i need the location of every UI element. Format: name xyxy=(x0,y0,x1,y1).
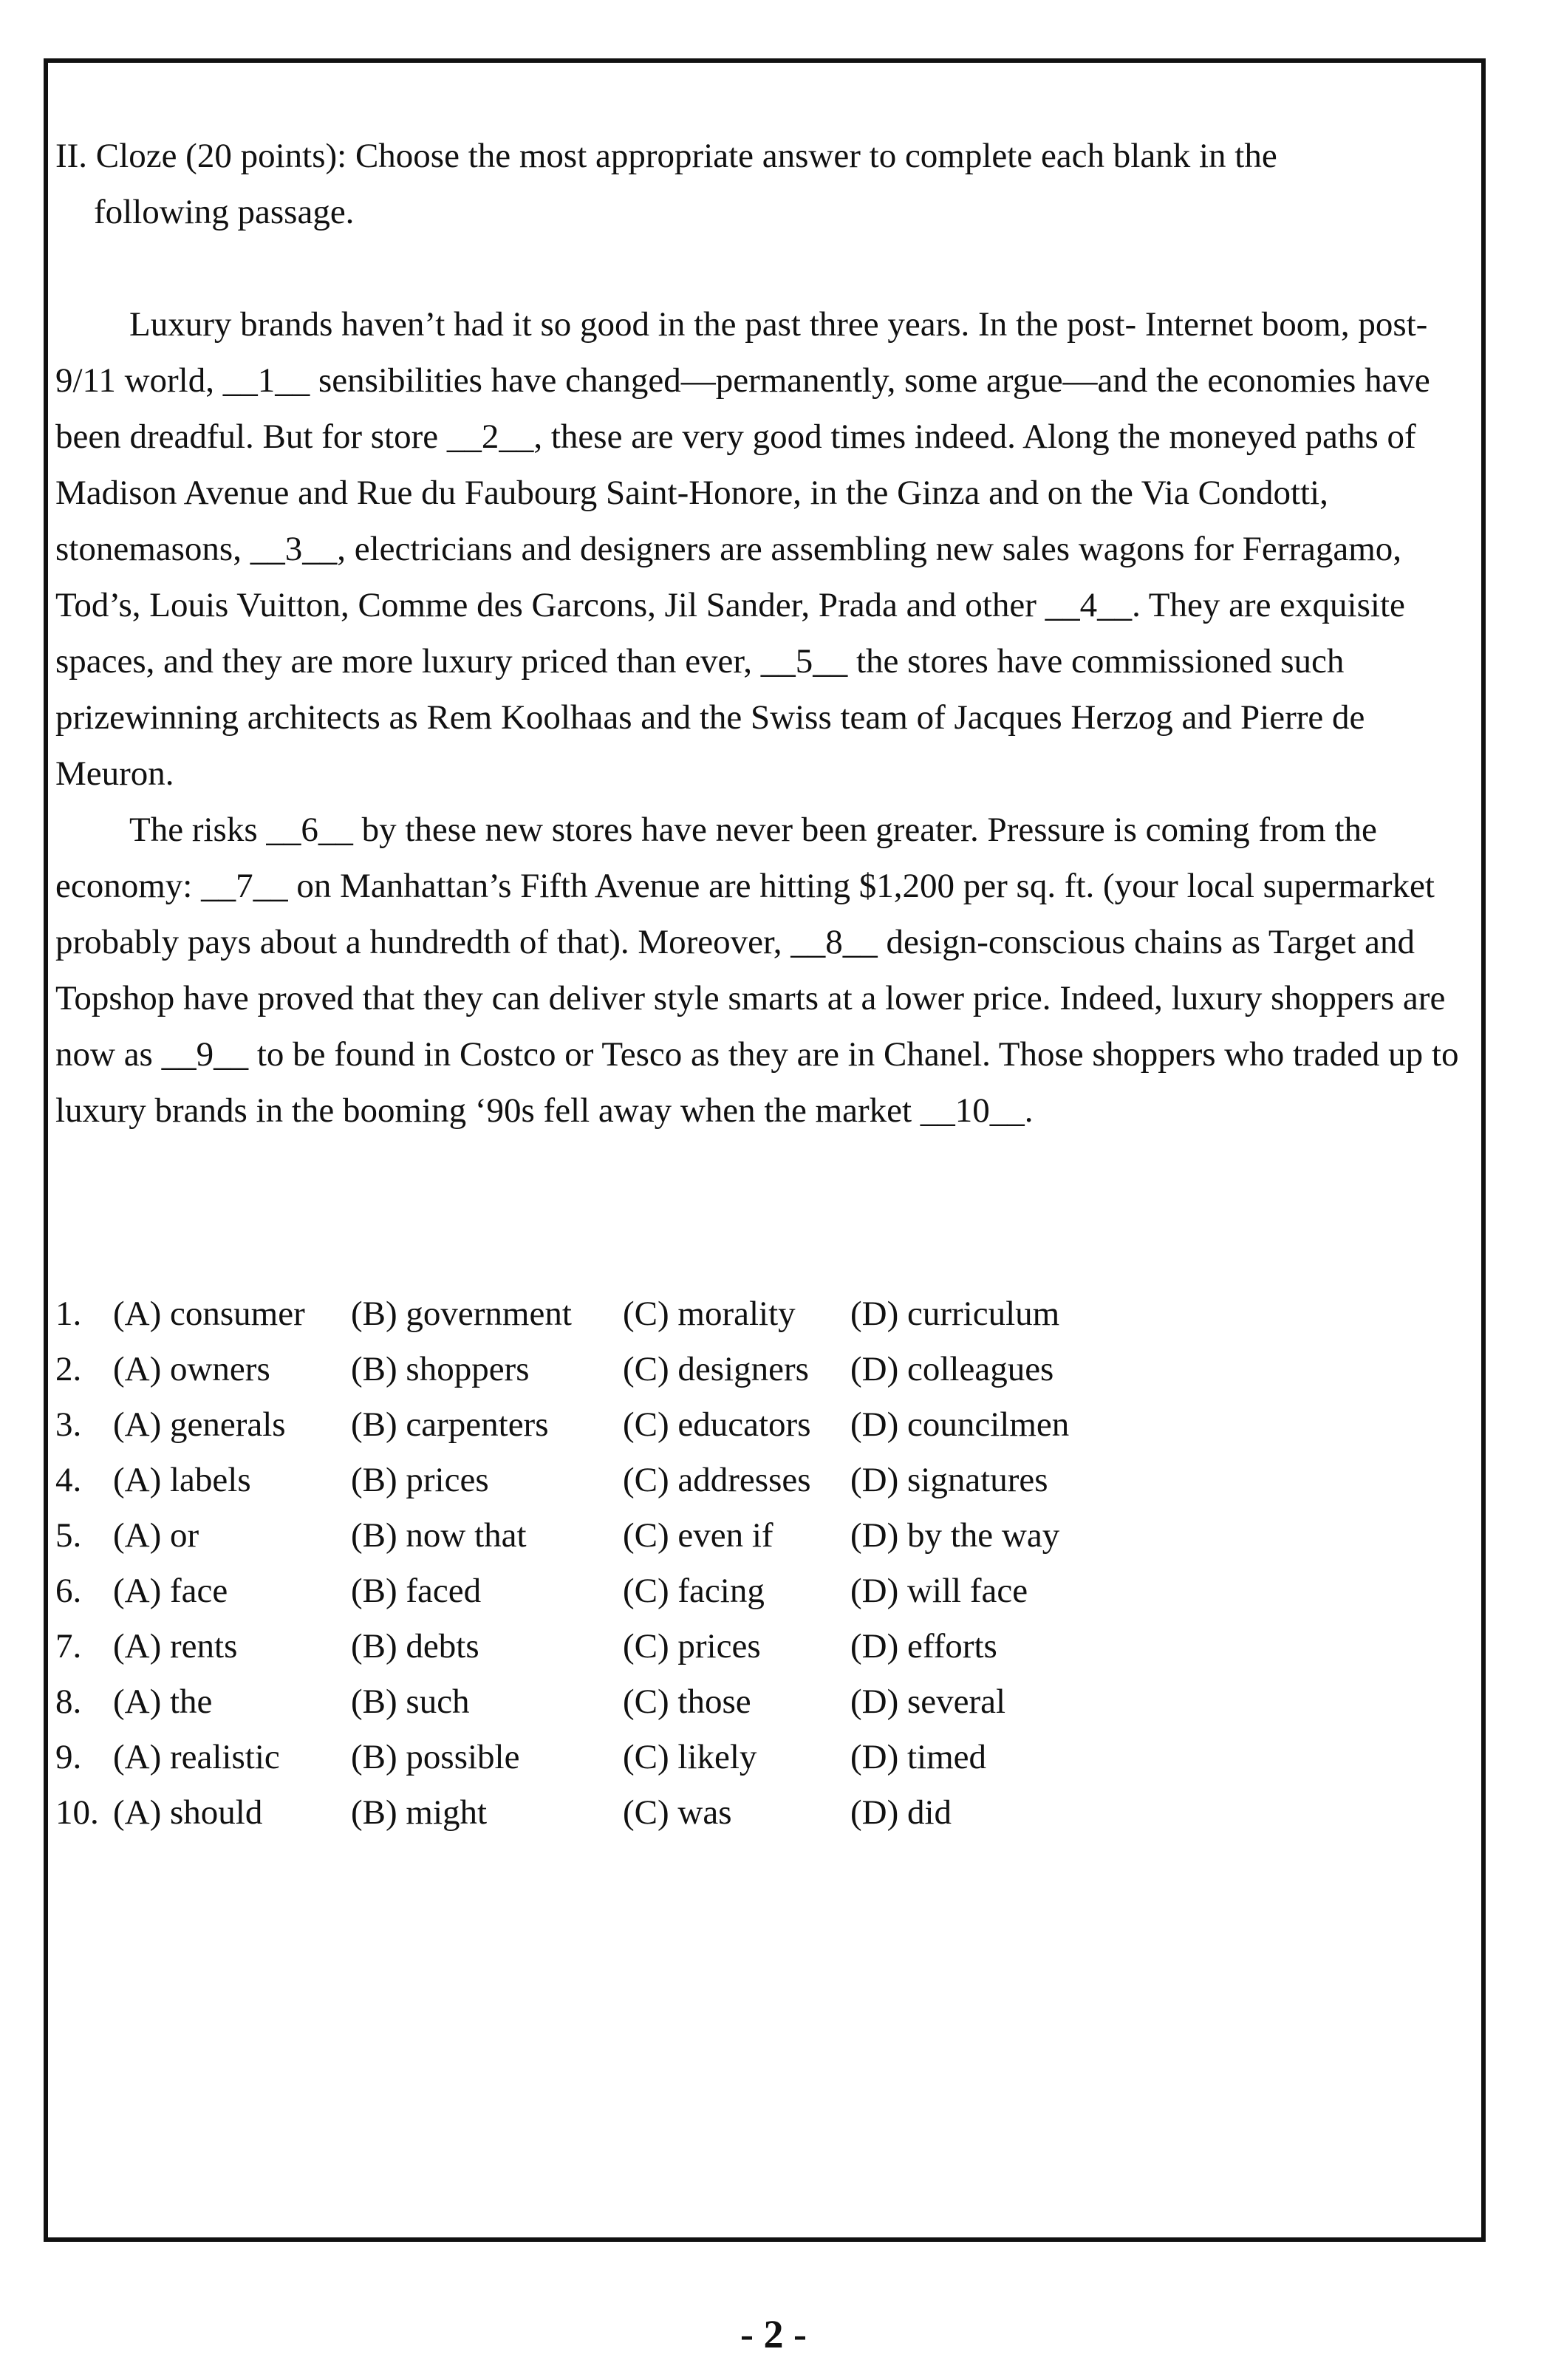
question-number: 2. xyxy=(55,1350,82,1388)
option-c: (C) educators xyxy=(623,1405,811,1444)
option-c: (C) likely xyxy=(623,1738,757,1776)
question-number: 1. xyxy=(55,1295,82,1333)
question-number: 9. xyxy=(55,1738,82,1776)
page-number: - 2 - xyxy=(740,2312,807,2356)
option-a: (A) rents xyxy=(113,1627,238,1665)
option-a: (A) generals xyxy=(113,1405,286,1444)
section-instruction-continued: following passage. xyxy=(94,193,355,231)
option-c: (C) was xyxy=(623,1793,732,1832)
option-d: (D) curriculum xyxy=(850,1295,1060,1333)
option-b: (B) faced xyxy=(351,1572,482,1610)
option-b: (B) debts xyxy=(351,1627,479,1665)
option-a: (A) labels xyxy=(113,1461,251,1499)
option-d: (D) efforts xyxy=(850,1627,997,1665)
option-b: (B) government xyxy=(351,1295,572,1333)
option-d: (D) colleagues xyxy=(850,1350,1054,1388)
option-d: (D) councilmen xyxy=(850,1405,1070,1444)
option-d: (D) signatures xyxy=(850,1461,1048,1499)
passage-paragraph-1: Luxury brands haven’t had it so good in the past three years. In the post- Internet boom, post-9/11 world, __1__ sensibilities have changed—permanently, some argue—and the economies have been dreadful. But for store __2__, these are very good times indeed. Along the moneyed paths of Madison Avenue and Rue du Faubourg Saint-Honore, in the Ginza and on the Via Condotti, stonemasons, __3__, electricians and designers are assembling new sales wagons for Ferragamo, Tod’s, Louis Vuitton, Comme des Garcons, Jil Sander, Prada and other __4__. They are exquisite spaces, and they are more luxury priced than ever, __5__ the stores have commissioned such prizewinning architects as Rem Koolhaas and the Swiss team of Jacques Herzog and Pierre de Meuron. xyxy=(55,305,1430,793)
passage-paragraph-2: The risks __6__ by these new stores have never been greater. Pressure is coming from the economy: __7__ on Manhattan’s Fifth Avenue are hitting $1,200 per sq. ft. (your local supermarket probably pays about a hundredth of that). Moreover, __8__ design-conscious chains as Target and Topshop have proved that they can deliver style smarts at a lower price. Indeed, luxury shoppers are now as __9__ to be found in Costco or Tesco as they are in Chanel. Those shoppers who traded up to luxury brands in the booming ‘90s fell away when the market __10__. xyxy=(55,811,1459,1130)
option-a: (A) should xyxy=(113,1793,263,1832)
option-a: (A) realistic xyxy=(113,1738,280,1776)
question-number: 10. xyxy=(55,1793,99,1832)
question-number: 8. xyxy=(55,1682,82,1721)
option-b: (B) such xyxy=(351,1682,470,1721)
exam-frame xyxy=(44,58,1486,2242)
option-b: (B) now that xyxy=(351,1516,527,1555)
option-d: (D) by the way xyxy=(850,1516,1060,1555)
option-b: (B) carpenters xyxy=(351,1405,549,1444)
question-number: 5. xyxy=(55,1516,82,1555)
option-c: (C) those xyxy=(623,1682,751,1721)
option-c: (C) facing xyxy=(623,1572,765,1610)
option-a: (A) face xyxy=(113,1572,228,1610)
option-b: (B) might xyxy=(351,1793,488,1832)
option-d: (D) timed xyxy=(850,1738,987,1776)
option-a: (A) consumer xyxy=(113,1295,305,1333)
option-b: (B) shoppers xyxy=(351,1350,530,1388)
option-c: (C) morality xyxy=(623,1295,796,1333)
question-number: 4. xyxy=(55,1461,82,1499)
question-number: 6. xyxy=(55,1572,82,1610)
option-a: (A) the xyxy=(113,1682,213,1721)
option-b: (B) prices xyxy=(351,1461,489,1499)
option-c: (C) designers xyxy=(623,1350,809,1388)
option-c: (C) even if xyxy=(623,1516,774,1555)
option-c: (C) prices xyxy=(623,1627,761,1665)
section-instruction: II. Cloze (20 points): Choose the most appropriate answer to complete each blank in the xyxy=(55,137,1277,175)
question-number: 3. xyxy=(55,1405,82,1444)
option-d: (D) did xyxy=(850,1793,952,1832)
option-a: (A) or xyxy=(113,1516,199,1555)
option-a: (A) owners xyxy=(113,1350,270,1388)
option-d: (D) several xyxy=(850,1682,1006,1721)
option-b: (B) possible xyxy=(351,1738,520,1776)
cloze-section xyxy=(55,128,1478,1139)
option-c: (C) addresses xyxy=(623,1461,811,1499)
option-d: (D) will face xyxy=(850,1572,1028,1610)
question-number: 7. xyxy=(55,1627,82,1665)
spacer xyxy=(55,240,1478,296)
